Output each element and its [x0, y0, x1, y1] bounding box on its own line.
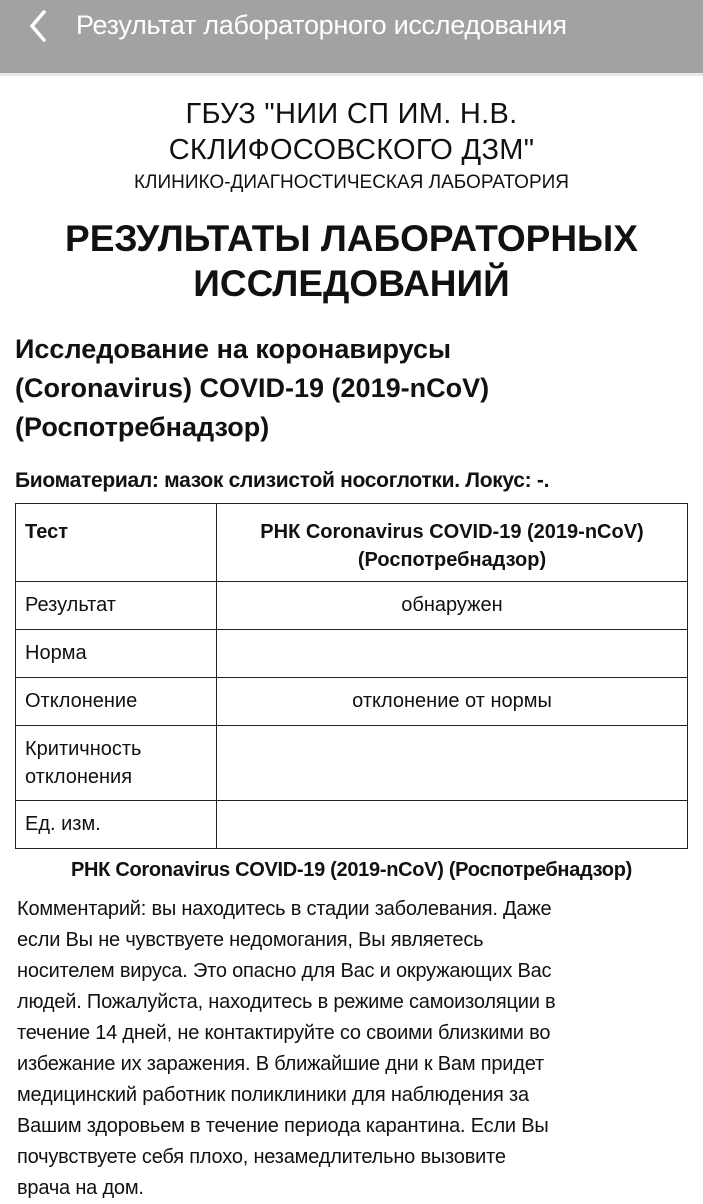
row-label-line2: отклонения: [25, 766, 133, 788]
back-button[interactable]: [0, 0, 76, 75]
results-table: [15, 503, 688, 849]
row-value: отклонение от нормы: [217, 678, 688, 726]
table-row: [16, 582, 688, 630]
table-row: [16, 801, 688, 849]
test-name-line1: РНК Coronavirus COVID-19 (2019-nCoV): [260, 521, 644, 543]
screen-title: Результат лабораторного исследования: [76, 10, 567, 40]
comment-line: врача на дом.: [17, 1177, 144, 1199]
chevron-left-icon: [29, 10, 47, 42]
row-value: [217, 726, 688, 801]
study-title-line3: (Роспотребнадзор): [15, 412, 270, 442]
biomaterial: Биоматериал: мазок слизистой носоглотки. Локус: -.: [15, 469, 550, 492]
table-row: [16, 726, 688, 801]
comment-line: течение 14 дней, не контактируйте со своими близкими во: [17, 1022, 551, 1044]
comment-line: Вашим здоровьем в течение периода карантина. Если Вы: [17, 1115, 549, 1137]
document-title-line2: ИССЛЕДОВАНИЙ: [193, 263, 510, 304]
comment-line: медицинский работник поликлиники для наблюдения за: [17, 1084, 529, 1106]
row-label: Норма: [16, 630, 217, 678]
test-name-line2: (Роспотребнадзор): [357, 549, 547, 571]
study-title: [15, 330, 688, 447]
comment-line: если Вы не чувствуете недомогания, Вы являетесь: [17, 929, 484, 951]
comment-line: избежание их заражения. В ближайшие дни к Вам придет: [17, 1053, 544, 1075]
comment-text: [17, 894, 686, 1204]
row-value: обнаружен: [217, 582, 688, 630]
row-label: Отклонение: [16, 678, 217, 726]
comment-line: людей. Пожалуйста, находитесь в режиме самоизоляции в: [17, 991, 556, 1013]
table-row: [16, 678, 688, 726]
org-department: КЛИНИКО-ДИАГНОСТИЧЕСКАЯ ЛАБОРАТОРИЯ: [133, 172, 569, 193]
header-test-name: [217, 504, 688, 582]
comment-line: носителем вируса. Это опасно для Вас и окружающих Вас: [17, 960, 552, 982]
app-bar: [0, 0, 703, 76]
row-label: [16, 726, 217, 801]
row-label: Ед. изм.: [16, 801, 217, 849]
organization-header: [0, 96, 703, 198]
study-title-line1: Исследование на коронавирусы: [15, 334, 452, 364]
table-header-row: [16, 504, 688, 582]
study-title-line2: (Coronavirus) COVID-19 (2019-nCoV): [15, 373, 490, 403]
header-label: Тест: [16, 504, 217, 582]
comment-line: почувствуете себя плохо, незамедлительно вызовите: [17, 1146, 506, 1168]
row-value: [217, 630, 688, 678]
document-title-line1: РЕЗУЛЬТАТЫ ЛАБОРАТОРНЫХ: [65, 218, 638, 259]
org-name-line1: ГБУЗ "НИИ СП ИМ. Н.В.: [185, 98, 518, 130]
table-row: [16, 630, 688, 678]
test-summary-title: РНК Coronavirus COVID-19 (2019-nCoV) (Роспотребнадзор): [70, 859, 633, 881]
row-value: [217, 801, 688, 849]
comment-line: Комментарий: вы находитесь в стадии заболевания. Даже: [17, 898, 552, 920]
row-label: Результат: [16, 582, 217, 630]
org-name-line2: СКЛИФОСОВСКОГО ДЗМ": [168, 134, 535, 166]
row-label-line1: Критичность: [25, 738, 142, 760]
document-title: [0, 216, 703, 306]
